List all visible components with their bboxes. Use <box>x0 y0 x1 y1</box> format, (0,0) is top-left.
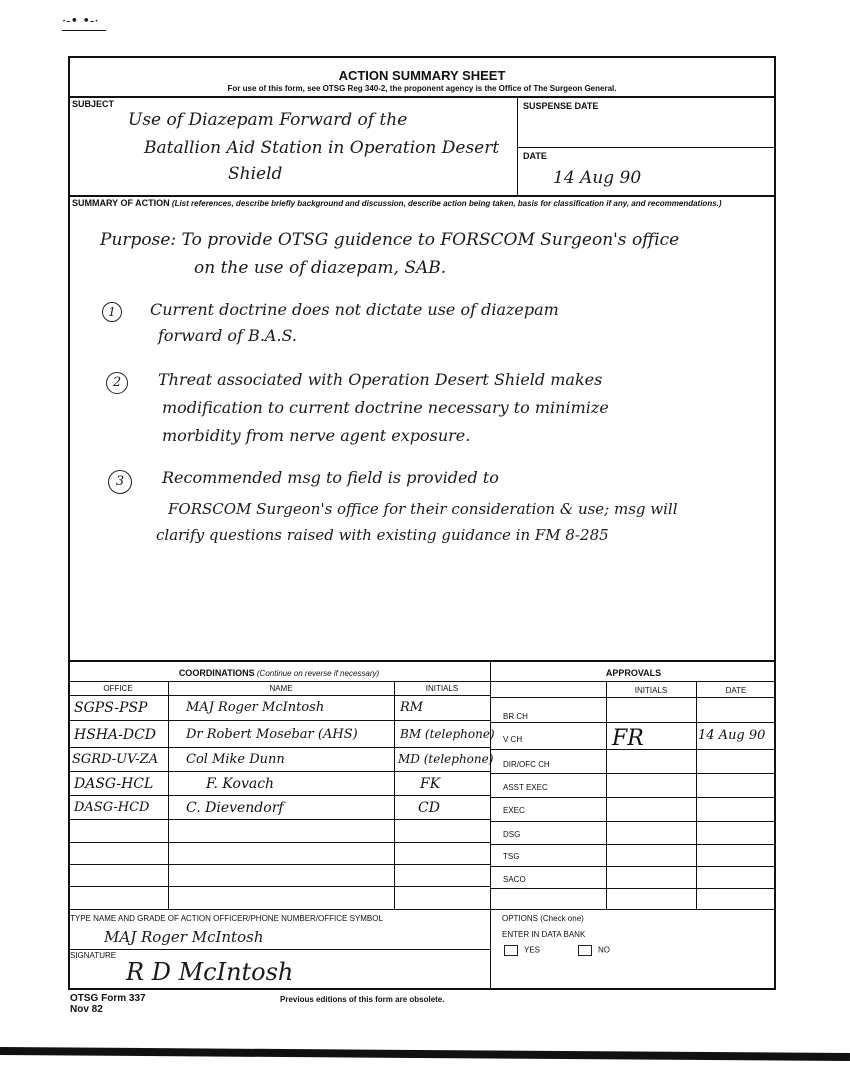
office-column-header: OFFICE <box>103 684 133 693</box>
form-title: ACTION SUMMARY SHEET <box>338 68 506 83</box>
yes-label: YES <box>524 945 541 955</box>
initials-cell: BM (telephone) <box>400 727 495 741</box>
row-line <box>68 720 490 721</box>
row-line <box>68 747 490 748</box>
suspense-date-label: SUSPENSE DATE <box>523 101 599 111</box>
row-line <box>491 797 776 798</box>
purpose-line: on the use of diazepam, SAB. <box>194 258 447 278</box>
row-line <box>491 773 776 774</box>
divider <box>68 695 490 696</box>
row-line <box>491 844 776 845</box>
initials-cell: FK <box>420 776 441 792</box>
office-cell: SGRD-UV-ZA <box>72 752 159 767</box>
approval-row-label: BR CH <box>503 712 528 721</box>
name-cell: C. Dievendorf <box>186 800 284 816</box>
suspense-divider <box>517 147 776 148</box>
row-line <box>68 909 490 910</box>
column-line <box>696 681 697 909</box>
signature: R D McIntosh <box>126 958 294 986</box>
item-number: 1 <box>102 302 122 322</box>
footer-form-date: Nov 82 <box>70 1004 103 1015</box>
row-line <box>68 819 490 820</box>
approval-row-label: DSG <box>503 830 521 839</box>
name-cell: MAJ Roger McIntosh <box>186 700 325 715</box>
item-line: FORSCOM Surgeon's office for their consideration & use; msg will <box>168 500 678 518</box>
options-sub-label: ENTER IN DATA BANK <box>502 930 586 939</box>
row-line <box>68 771 490 772</box>
options-label: OPTIONS (Check one) <box>502 914 584 923</box>
name-cell: Dr Robert Mosebar (AHS) <box>186 727 358 742</box>
item-line: Threat associated with Operation Desert Shield makes <box>158 370 603 389</box>
approval-row-label: DIR/OFC CH <box>503 760 550 769</box>
office-cell: SGPS-PSP <box>74 700 148 716</box>
approvals-date-header: DATE <box>725 686 747 695</box>
office-cell: HSHA-DCD <box>74 727 157 743</box>
initials-cell: CD <box>418 800 440 816</box>
initials-column-header: INITIALS <box>425 684 459 693</box>
item-number: 2 <box>106 372 128 394</box>
row-line <box>68 864 490 865</box>
item-line: clarify questions raised with existing guidance in FM 8-285 <box>156 526 609 544</box>
summary-header <box>72 198 772 209</box>
corner-underline <box>62 30 106 31</box>
item-line: Recommended msg to field is provided to <box>162 468 499 487</box>
divider <box>68 195 776 197</box>
row-line <box>68 842 490 843</box>
signature-label: SIGNATURE <box>70 951 117 960</box>
subject-line: Shield <box>228 164 283 184</box>
row-line <box>491 888 776 889</box>
yes-checkbox[interactable] <box>504 945 518 956</box>
coordinations-note: (Continue on reverse if necessary) <box>256 669 380 678</box>
approval-row-label: V CH <box>503 735 523 744</box>
row-line <box>491 722 776 723</box>
approval-row-label: SACO <box>503 875 526 884</box>
yes-option[interactable] <box>504 945 540 956</box>
purpose-line: Purpose: To provide OTSG guidence to FORSCOM Surgeon's office <box>100 230 680 250</box>
item-line: modification to current doctrine necessary to minimize <box>162 398 609 417</box>
approval-initials: FR <box>612 726 644 751</box>
row-line <box>491 866 776 867</box>
subject-line: Use of Diazepam Forward of the <box>128 110 408 130</box>
approval-date: 14 Aug 90 <box>698 728 766 743</box>
divider <box>491 697 776 698</box>
initials-cell: RM <box>400 700 424 715</box>
action-officer-label: TYPE NAME AND GRADE OF ACTION OFFICER/PHONE NUMBER/OFFICE SYMBOL <box>70 914 383 923</box>
date-label: DATE <box>523 151 547 161</box>
divider <box>68 660 776 662</box>
row-line <box>68 886 490 887</box>
initials-cell: MD (telephone) <box>398 752 494 766</box>
approval-row-label: ASST EXEC <box>503 783 548 792</box>
coordinations-title: COORDINATIONS <box>178 668 255 678</box>
item-line: forward of B.A.S. <box>158 326 298 345</box>
item-line: morbidity from nerve agent exposure. <box>162 426 471 445</box>
divider <box>68 681 776 682</box>
subject-line: Batallion Aid Station in Operation Desert <box>144 138 500 158</box>
footer-form-number: OTSG Form 337 <box>70 993 146 1004</box>
date-value: 14 Aug 90 <box>553 168 642 188</box>
item-number: 3 <box>108 470 132 494</box>
table-divider <box>490 660 491 990</box>
corner-mark: ·-• •-· <box>62 14 99 29</box>
subject-label: SUBJECT <box>72 99 115 109</box>
office-cell: DASG-HCD <box>74 800 150 815</box>
divider <box>68 949 490 950</box>
approvals-initials-header: INITIALS <box>634 686 668 695</box>
row-line <box>491 821 776 822</box>
approval-row-label: EXEC <box>503 806 525 815</box>
divider <box>68 96 776 98</box>
office-cell: DASG-HCL <box>74 776 154 792</box>
coordinations-header <box>68 668 490 678</box>
row-line <box>491 909 776 910</box>
no-label: NO <box>598 945 610 955</box>
name-column-header: NAME <box>269 684 293 693</box>
summary-hint: (List references, describe briefly background and discussion, describe action being taken, basis for classification if any, and recommendations.) <box>171 199 722 208</box>
row-line <box>68 795 490 796</box>
summary-label: SUMMARY OF ACTION <box>72 198 170 208</box>
form-subtitle: For use of this form, see OTSG Reg 340-2, the proponent agency is the Office of The Surgeon General. <box>227 84 617 93</box>
approval-row-label: TSG <box>503 852 520 861</box>
column-line <box>606 681 607 909</box>
approvals-header: APPROVALS <box>605 668 662 678</box>
name-cell: Col Mike Dunn <box>186 752 285 767</box>
scan-edge <box>0 1047 850 1061</box>
name-cell: F. Kovach <box>206 776 275 792</box>
item-line: Current doctrine does not dictate use of diazepam <box>150 300 559 319</box>
footer-note: Previous editions of this form are obsolete. <box>280 995 445 1004</box>
action-officer-value: MAJ Roger McIntosh <box>104 928 264 946</box>
no-checkbox[interactable] <box>578 945 592 956</box>
no-option[interactable] <box>578 945 610 956</box>
